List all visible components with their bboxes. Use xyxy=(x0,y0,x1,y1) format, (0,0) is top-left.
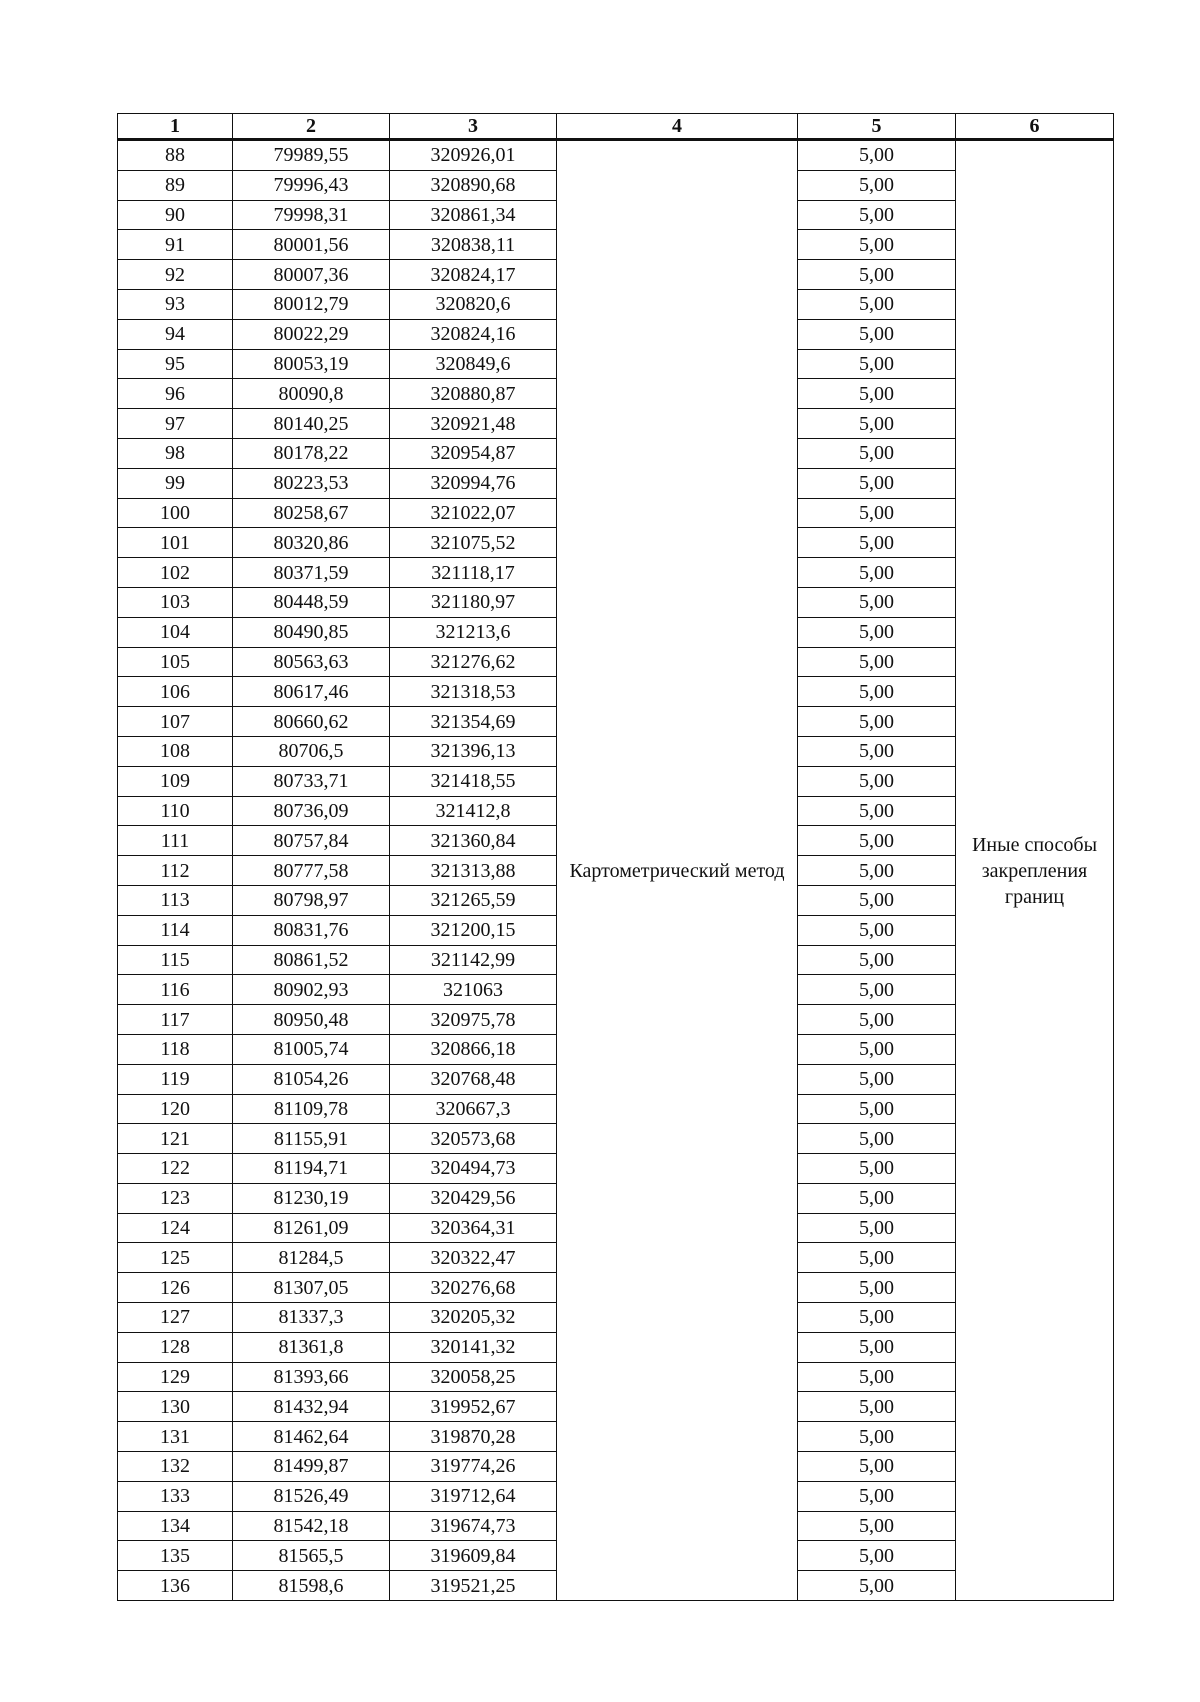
point-number: 117 xyxy=(118,1005,233,1035)
point-number: 92 xyxy=(118,260,233,290)
coordinate-x: 81598,6 xyxy=(233,1571,390,1601)
accuracy-value: 5,00 xyxy=(798,826,956,856)
point-number: 93 xyxy=(118,289,233,319)
point-number: 119 xyxy=(118,1064,233,1094)
header-col-1: 1 xyxy=(118,114,233,140)
accuracy-value: 5,00 xyxy=(798,587,956,617)
coordinate-x: 79989,55 xyxy=(233,140,390,171)
coordinate-x: 81284,5 xyxy=(233,1243,390,1273)
accuracy-value: 5,00 xyxy=(798,856,956,886)
coordinate-x: 80007,36 xyxy=(233,260,390,290)
coordinate-x: 80022,29 xyxy=(233,319,390,349)
coordinate-x: 81542,18 xyxy=(233,1511,390,1541)
accuracy-value: 5,00 xyxy=(798,319,956,349)
coordinate-y: 320667,3 xyxy=(390,1094,557,1124)
coordinate-x: 80490,85 xyxy=(233,617,390,647)
header-col-3: 3 xyxy=(390,114,557,140)
coordinate-x: 80950,48 xyxy=(233,1005,390,1035)
coordinate-x: 81393,66 xyxy=(233,1362,390,1392)
coordinate-x: 80736,09 xyxy=(233,796,390,826)
coordinate-y: 320429,56 xyxy=(390,1183,557,1213)
point-number: 90 xyxy=(118,200,233,230)
coordinate-y: 320322,47 xyxy=(390,1243,557,1273)
coordinate-x: 80757,84 xyxy=(233,826,390,856)
point-number: 108 xyxy=(118,736,233,766)
point-number: 94 xyxy=(118,319,233,349)
accuracy-value: 5,00 xyxy=(798,1481,956,1511)
accuracy-value: 5,00 xyxy=(798,1511,956,1541)
coordinate-x: 80178,22 xyxy=(233,438,390,468)
point-number: 113 xyxy=(118,885,233,915)
accuracy-value: 5,00 xyxy=(798,1273,956,1303)
point-number: 102 xyxy=(118,558,233,588)
accuracy-value: 5,00 xyxy=(798,677,956,707)
coordinate-x: 81462,64 xyxy=(233,1422,390,1452)
point-number: 136 xyxy=(118,1571,233,1601)
accuracy-value: 5,00 xyxy=(798,409,956,439)
accuracy-value: 5,00 xyxy=(798,885,956,915)
coordinate-x: 79998,31 xyxy=(233,200,390,230)
accuracy-value: 5,00 xyxy=(798,1064,956,1094)
coordinate-y: 321022,07 xyxy=(390,498,557,528)
accuracy-value: 5,00 xyxy=(798,230,956,260)
accuracy-value: 5,00 xyxy=(798,1541,956,1571)
coordinate-x: 81054,26 xyxy=(233,1064,390,1094)
accuracy-value: 5,00 xyxy=(798,1005,956,1035)
accuracy-value: 5,00 xyxy=(798,1392,956,1422)
coordinate-y: 320994,76 xyxy=(390,468,557,498)
coordinate-y: 320880,87 xyxy=(390,379,557,409)
coordinate-x: 80902,93 xyxy=(233,975,390,1005)
point-number: 109 xyxy=(118,766,233,796)
accuracy-value: 5,00 xyxy=(798,349,956,379)
point-number: 103 xyxy=(118,587,233,617)
coordinate-x: 81109,78 xyxy=(233,1094,390,1124)
coordinate-x: 81194,71 xyxy=(233,1154,390,1184)
point-number: 101 xyxy=(118,528,233,558)
coordinate-y: 321396,13 xyxy=(390,736,557,766)
accuracy-value: 5,00 xyxy=(798,945,956,975)
coordinate-x: 80320,86 xyxy=(233,528,390,558)
coordinate-x: 80140,25 xyxy=(233,409,390,439)
accuracy-value: 5,00 xyxy=(798,796,956,826)
header-col-5: 5 xyxy=(798,114,956,140)
coordinate-x: 81499,87 xyxy=(233,1452,390,1482)
point-number: 98 xyxy=(118,438,233,468)
header-col-4: 4 xyxy=(557,114,798,140)
point-number: 105 xyxy=(118,647,233,677)
accuracy-value: 5,00 xyxy=(798,1094,956,1124)
coordinate-y: 321118,17 xyxy=(390,558,557,588)
coordinate-y: 321180,97 xyxy=(390,587,557,617)
coordinate-y: 321412,8 xyxy=(390,796,557,826)
coordinate-x: 80563,63 xyxy=(233,647,390,677)
accuracy-value: 5,00 xyxy=(798,438,956,468)
coordinate-x: 81337,3 xyxy=(233,1303,390,1333)
accuracy-value: 5,00 xyxy=(798,707,956,737)
method-cell: Картометрический метод xyxy=(557,140,798,1601)
coordinate-y: 320926,01 xyxy=(390,140,557,171)
point-number: 131 xyxy=(118,1422,233,1452)
accuracy-value: 5,00 xyxy=(798,1332,956,1362)
coordinate-x: 80617,46 xyxy=(233,677,390,707)
point-number: 112 xyxy=(118,856,233,886)
coordinate-y: 319774,26 xyxy=(390,1452,557,1482)
coordinate-y: 321360,84 xyxy=(390,826,557,856)
coordinate-y: 321313,88 xyxy=(390,856,557,886)
coordinate-y: 320954,87 xyxy=(390,438,557,468)
accuracy-value: 5,00 xyxy=(798,1154,956,1184)
point-number: 125 xyxy=(118,1243,233,1273)
accuracy-value: 5,00 xyxy=(798,975,956,1005)
coordinate-x: 81005,74 xyxy=(233,1034,390,1064)
coordinate-x: 81155,91 xyxy=(233,1124,390,1154)
coordinate-y: 320824,16 xyxy=(390,319,557,349)
accuracy-value: 5,00 xyxy=(798,528,956,558)
coordinate-y: 321213,6 xyxy=(390,617,557,647)
boundary-points-table xyxy=(117,113,1114,1601)
coordinate-y: 320824,17 xyxy=(390,260,557,290)
coordinate-y: 320768,48 xyxy=(390,1064,557,1094)
accuracy-value: 5,00 xyxy=(798,1124,956,1154)
point-number: 91 xyxy=(118,230,233,260)
coordinate-y: 319609,84 xyxy=(390,1541,557,1571)
point-number: 96 xyxy=(118,379,233,409)
point-number: 88 xyxy=(118,140,233,171)
point-number: 118 xyxy=(118,1034,233,1064)
point-number: 126 xyxy=(118,1273,233,1303)
coordinate-y: 321418,55 xyxy=(390,766,557,796)
fixing-method-cell: Иные способы закрепления границ xyxy=(956,140,1114,1601)
table-body xyxy=(118,140,1114,1601)
coordinate-y: 321063 xyxy=(390,975,557,1005)
point-number: 110 xyxy=(118,796,233,826)
point-number: 106 xyxy=(118,677,233,707)
coordinate-y: 320141,32 xyxy=(390,1332,557,1362)
accuracy-value: 5,00 xyxy=(798,1034,956,1064)
accuracy-value: 5,00 xyxy=(798,1362,956,1392)
coordinate-y: 320205,32 xyxy=(390,1303,557,1333)
coordinate-x: 80223,53 xyxy=(233,468,390,498)
point-number: 124 xyxy=(118,1213,233,1243)
coordinate-y: 321142,99 xyxy=(390,945,557,975)
coordinate-x: 80053,19 xyxy=(233,349,390,379)
point-number: 129 xyxy=(118,1362,233,1392)
coordinate-y: 321354,69 xyxy=(390,707,557,737)
accuracy-value: 5,00 xyxy=(798,260,956,290)
table-header xyxy=(118,114,1114,140)
coordinate-x: 80831,76 xyxy=(233,915,390,945)
accuracy-value: 5,00 xyxy=(798,736,956,766)
accuracy-value: 5,00 xyxy=(798,379,956,409)
accuracy-value: 5,00 xyxy=(798,558,956,588)
point-number: 111 xyxy=(118,826,233,856)
accuracy-value: 5,00 xyxy=(798,140,956,171)
point-number: 122 xyxy=(118,1154,233,1184)
accuracy-value: 5,00 xyxy=(798,1571,956,1601)
coordinate-y: 321200,15 xyxy=(390,915,557,945)
point-number: 120 xyxy=(118,1094,233,1124)
coordinate-y: 320975,78 xyxy=(390,1005,557,1035)
accuracy-value: 5,00 xyxy=(798,468,956,498)
point-number: 114 xyxy=(118,915,233,945)
coordinate-x: 80706,5 xyxy=(233,736,390,766)
point-number: 132 xyxy=(118,1452,233,1482)
header-row xyxy=(118,114,1114,140)
point-number: 123 xyxy=(118,1183,233,1213)
accuracy-value: 5,00 xyxy=(798,1452,956,1482)
coordinate-y: 320573,68 xyxy=(390,1124,557,1154)
coordinate-y: 321075,52 xyxy=(390,528,557,558)
coordinate-y: 319870,28 xyxy=(390,1422,557,1452)
coordinate-y: 320364,31 xyxy=(390,1213,557,1243)
point-number: 128 xyxy=(118,1332,233,1362)
coordinate-y: 320890,68 xyxy=(390,170,557,200)
coordinate-y: 320838,11 xyxy=(390,230,557,260)
coordinate-x: 80090,8 xyxy=(233,379,390,409)
coordinate-x: 79996,43 xyxy=(233,170,390,200)
accuracy-value: 5,00 xyxy=(798,617,956,647)
point-number: 97 xyxy=(118,409,233,439)
coordinate-y: 319952,67 xyxy=(390,1392,557,1422)
accuracy-value: 5,00 xyxy=(798,766,956,796)
coordinate-y: 321265,59 xyxy=(390,885,557,915)
accuracy-value: 5,00 xyxy=(798,1243,956,1273)
accuracy-value: 5,00 xyxy=(798,647,956,677)
accuracy-value: 5,00 xyxy=(798,1183,956,1213)
coordinate-x: 80861,52 xyxy=(233,945,390,975)
header-col-6: 6 xyxy=(956,114,1114,140)
point-number: 95 xyxy=(118,349,233,379)
point-number: 89 xyxy=(118,170,233,200)
coordinate-y: 320058,25 xyxy=(390,1362,557,1392)
table-row xyxy=(118,140,1114,171)
coordinate-x: 81307,05 xyxy=(233,1273,390,1303)
point-number: 100 xyxy=(118,498,233,528)
point-number: 115 xyxy=(118,945,233,975)
point-number: 99 xyxy=(118,468,233,498)
coordinate-y: 319674,73 xyxy=(390,1511,557,1541)
coordinate-x: 80798,97 xyxy=(233,885,390,915)
coordinate-x: 80777,58 xyxy=(233,856,390,886)
accuracy-value: 5,00 xyxy=(798,1303,956,1333)
coordinate-y: 319521,25 xyxy=(390,1571,557,1601)
coordinate-y: 320849,6 xyxy=(390,349,557,379)
coordinate-x: 80012,79 xyxy=(233,289,390,319)
accuracy-value: 5,00 xyxy=(798,200,956,230)
coordinate-x: 81230,19 xyxy=(233,1183,390,1213)
coordinate-x: 80001,56 xyxy=(233,230,390,260)
coordinate-x: 81261,09 xyxy=(233,1213,390,1243)
point-number: 127 xyxy=(118,1303,233,1333)
point-number: 130 xyxy=(118,1392,233,1422)
coordinate-y: 320861,34 xyxy=(390,200,557,230)
point-number: 104 xyxy=(118,617,233,647)
coordinate-x: 81432,94 xyxy=(233,1392,390,1422)
coordinate-y: 320276,68 xyxy=(390,1273,557,1303)
coordinate-y: 321318,53 xyxy=(390,677,557,707)
coordinate-y: 321276,62 xyxy=(390,647,557,677)
point-number: 133 xyxy=(118,1481,233,1511)
accuracy-value: 5,00 xyxy=(798,915,956,945)
point-number: 107 xyxy=(118,707,233,737)
coordinate-x: 81565,5 xyxy=(233,1541,390,1571)
coordinate-x: 80660,62 xyxy=(233,707,390,737)
accuracy-value: 5,00 xyxy=(798,498,956,528)
coordinate-x: 80733,71 xyxy=(233,766,390,796)
accuracy-value: 5,00 xyxy=(798,170,956,200)
point-number: 134 xyxy=(118,1511,233,1541)
coordinate-y: 319712,64 xyxy=(390,1481,557,1511)
header-col-2: 2 xyxy=(233,114,390,140)
point-number: 116 xyxy=(118,975,233,1005)
coordinate-x: 80448,59 xyxy=(233,587,390,617)
coordinate-y: 320820,6 xyxy=(390,289,557,319)
point-number: 135 xyxy=(118,1541,233,1571)
coordinate-y: 320866,18 xyxy=(390,1034,557,1064)
accuracy-value: 5,00 xyxy=(798,1422,956,1452)
coordinate-x: 81526,49 xyxy=(233,1481,390,1511)
coordinate-y: 320494,73 xyxy=(390,1154,557,1184)
coordinate-y: 320921,48 xyxy=(390,409,557,439)
accuracy-value: 5,00 xyxy=(798,289,956,319)
coordinate-x: 80258,67 xyxy=(233,498,390,528)
accuracy-value: 5,00 xyxy=(798,1213,956,1243)
coordinate-x: 81361,8 xyxy=(233,1332,390,1362)
point-number: 121 xyxy=(118,1124,233,1154)
coordinate-x: 80371,59 xyxy=(233,558,390,588)
